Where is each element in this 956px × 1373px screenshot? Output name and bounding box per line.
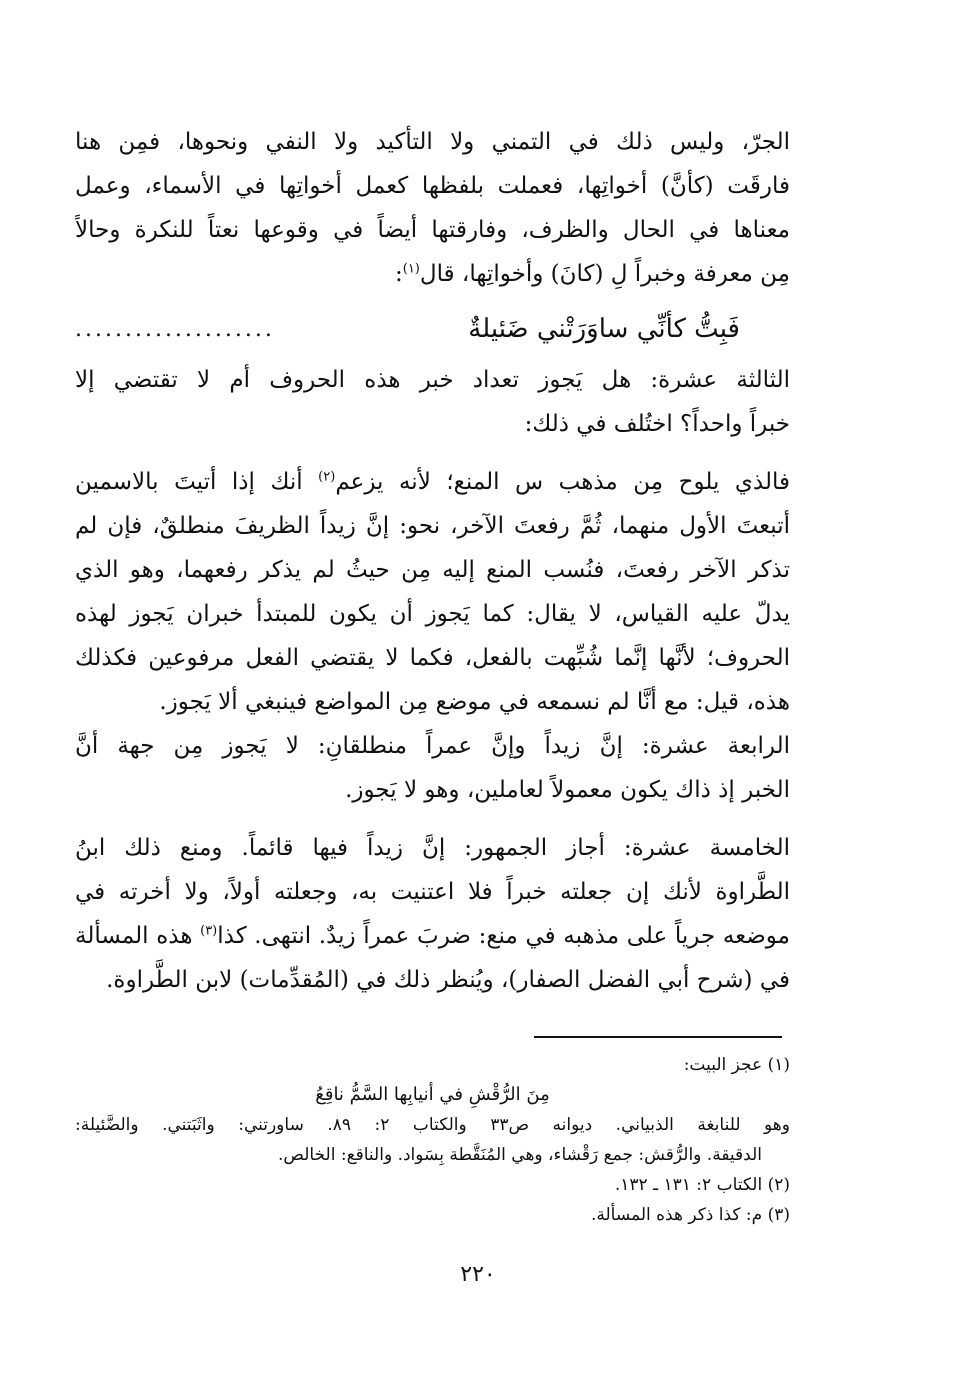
footnotes bbox=[75, 1050, 790, 1230]
footnote-2: (٢) الكتاب ٢: ١٣١ ـ ١٣٢. bbox=[614, 1175, 790, 1195]
poetry-verse bbox=[75, 300, 790, 358]
text-line: الجرّ، وليس ذلك في التمني ولا التأكيد ولا النفي ونحوها، فمِن هنا bbox=[75, 129, 790, 155]
text-line: يدلّ عليه القياس، لا يقال: كما يَجوز أن يكون للمبتدأ خبران يَجوز لهذه bbox=[75, 601, 790, 627]
footnote-1-verse: مِنَ الرُّقْشِ في أنيابِها السَّمُّ ناقِعُ bbox=[315, 1084, 550, 1105]
text-line: أتبعتَ الأول منهما، ثُمَّ رفعتَ الآخر، نحو: إنَّ زيداً الظريفَ منطلقٌ، فإن لم bbox=[75, 513, 790, 539]
footnote-1-line: الدقيقة. والرُّقش: جمع رَقْشاء، وهي المُنَقَّطة بِسَواد. والناقع: الخالص. bbox=[277, 1145, 762, 1165]
text-line: الحروف؛ لأنَّها إنَّما شُبِّهت بالفعل، فكما لا يقتضي الفعل مرفوعين فكذلك bbox=[75, 645, 790, 671]
footnote-ref[interactable]: (١) bbox=[402, 261, 420, 277]
text-line: فالذي يلوح مِن مذهب س المنع؛ لأنه يزعم$^{(٢)}$ أنك إذا أتيتَ بالاسمين bbox=[75, 469, 790, 495]
text-line: الخامسة عشرة: أجاز الجمهور: إنَّ زيداً فيها قائماً. ومنع ذلك ابنُ bbox=[75, 835, 790, 861]
footnote-1-line: وهو للنابغة الذبياني. ديوانه ص٣٣ والكتاب ٢: ٨٩. ساورتني: واثَبَتني. والضَّئيلة: bbox=[75, 1115, 790, 1135]
text-line: موضعه جرياً على مذهبه في منع: ضربَ عمراً زيدٌ. انتهى. كذا$^{(٣)}$ هذه المسألة bbox=[75, 923, 790, 949]
paragraph-1 bbox=[75, 120, 790, 296]
text-line: الثالثة عشرة: هل يَجوز تعداد خبر هذه الحروف أم لا تقتضي إلا bbox=[75, 367, 790, 393]
page-number: ٢٢٠ bbox=[460, 1262, 496, 1287]
footnote-ref[interactable]: (٣) bbox=[200, 923, 218, 939]
text-line: الطَّراوة لأنك إن جعلته خبراً فلا اعتنيت به، وجعلته أولاً، ولا أخرته في bbox=[75, 879, 790, 905]
verse-first-hemistich: فَبِتُّ كأنِّي ساوَرَتْني ضَئيلةٌ bbox=[468, 314, 740, 344]
text-line: خبراً واحداً؟ اختُلف في ذلك: bbox=[524, 411, 790, 437]
text-line: مِن معرفة وخبراً لِ (كانَ) وأخواتِها، قال$^{(١)}$: bbox=[394, 261, 790, 287]
text-line: في (شرح أبي الفضل الصفار)، ويُنظر ذلك في (المُقدِّمات) لابن الطَّراوة. bbox=[106, 967, 790, 993]
text-line: هذه، قيل: مع أنَّا لم نسمعه في موضع مِن المواضع فينبغي ألا يَجوز. bbox=[159, 689, 790, 715]
paragraph-4 bbox=[75, 724, 790, 812]
footnote-ref[interactable]: (٢) bbox=[318, 469, 336, 485]
paragraph-2 bbox=[75, 358, 790, 446]
footnote-3: (٣) م: كذا ذكر هذه المسألة. bbox=[590, 1205, 790, 1225]
text-line: الخبر إذ ذاك يكون معمولاً لعاملين، وهو لا يَجوز. bbox=[345, 777, 790, 803]
verse-second-hemistich: .................... bbox=[75, 316, 275, 342]
paragraph-3 bbox=[75, 460, 790, 724]
text-line: فارقَت (كأنَّ) أخواتِها، فعملت بلفظها كعمل أخواتِها في الأسماء، وعمل bbox=[75, 173, 790, 199]
main-text bbox=[75, 120, 790, 1002]
footnote-1-label: (١) عجز البيت: bbox=[683, 1055, 790, 1075]
paragraph-5 bbox=[75, 826, 790, 1002]
text-line: معناها في الحال والظرف، وفارقتها أيضاً في وقوعها نعتاً للنكرة وحالاً bbox=[75, 217, 790, 243]
text-line: الرابعة عشرة: إنَّ زيداً وإنَّ عمراً منطلقانِ: لا يَجوز مِن جهة أنَّ bbox=[75, 733, 790, 759]
text-line: تذكر الآخر رفعتَ، فنُسب المنع إليه مِن حيثُ لم يذكر رفعهما، وهو الذي bbox=[75, 557, 790, 583]
footnote-separator bbox=[534, 1036, 782, 1038]
